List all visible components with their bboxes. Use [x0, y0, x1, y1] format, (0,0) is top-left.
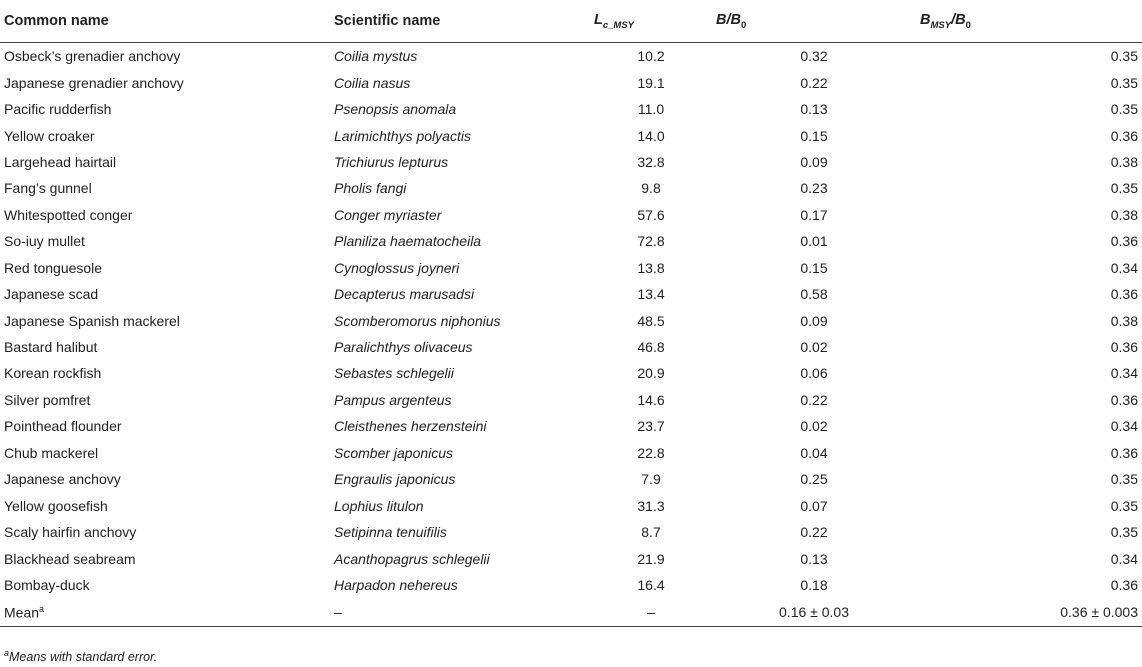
- table-row: [0, 466, 1142, 492]
- common-name-cell: Bastard halibut: [4, 339, 98, 356]
- mean-b-over-b0-cell: 0.16 ± 0.03: [712, 598, 916, 627]
- lc-msy-cell: 19.1: [637, 74, 665, 91]
- scientific-name-cell: Decapterus marusadsi: [334, 286, 475, 303]
- b-over-b0-cell: 0.58: [800, 286, 828, 303]
- table-row: [0, 413, 1142, 439]
- table-row: [0, 255, 1142, 281]
- table-row: [0, 69, 1142, 95]
- bmsy-over-b0-cell: 0.34: [1110, 418, 1138, 435]
- header-scientific-name: Scientific name: [330, 0, 590, 43]
- b-over-b0-cell: 0.06: [800, 365, 828, 382]
- bmsy-over-b0-cell: 0.36: [1110, 444, 1138, 461]
- table-row: [0, 202, 1142, 228]
- scientific-name-cell: Coilia mystus: [334, 48, 418, 65]
- lc-msy-cell: 13.8: [637, 259, 665, 276]
- b-over-b0-cell: 0.02: [800, 418, 828, 435]
- table-row: [0, 387, 1142, 413]
- bmsy-over-b0-cell: 0.36: [1110, 127, 1138, 144]
- bmsy-over-b0-cell: 0.36: [1110, 339, 1138, 356]
- header-bmsy-sub2: 0: [965, 19, 971, 31]
- b-over-b0-cell: 0.22: [800, 391, 828, 408]
- b-over-b0-cell: 0.15: [800, 259, 828, 276]
- common-name-cell: Blackhead seabream: [4, 550, 136, 567]
- mean-label-cell: [0, 598, 330, 627]
- scientific-name-cell: Harpadon nehereus: [334, 576, 458, 593]
- b-over-b0-cell: 0.22: [800, 524, 828, 541]
- header-bb0-main: B/B: [716, 11, 741, 28]
- common-name-cell: Pacific rudderfish: [4, 101, 112, 118]
- b-over-b0-cell: 0.13: [800, 101, 828, 118]
- scientific-name-cell: Paralichthys olivaceus: [334, 339, 473, 356]
- lc-msy-cell: 31.3: [637, 497, 665, 514]
- lc-msy-cell: 20.9: [637, 365, 665, 382]
- scientific-name-cell: Scomber japonicus: [334, 444, 454, 461]
- scientific-name-cell: Planiliza haematocheila: [334, 233, 482, 250]
- lc-msy-cell: 72.8: [637, 233, 665, 250]
- common-name-cell: Largehead hairtail: [4, 153, 117, 170]
- lc-msy-cell: 46.8: [637, 339, 665, 356]
- lc-msy-cell: 23.7: [637, 418, 665, 435]
- table-row: [0, 307, 1142, 333]
- table-row: [0, 228, 1142, 254]
- lc-msy-cell: 16.4: [637, 576, 665, 593]
- mean-scientific-cell: –: [330, 598, 590, 627]
- scientific-name-cell: Setipinna tenuifilis: [334, 524, 447, 541]
- table-row: [0, 440, 1142, 466]
- header-lc-main: L: [594, 11, 603, 28]
- scientific-name-cell: Sebastes schlegelii: [334, 365, 454, 382]
- bmsy-over-b0-cell: 0.38: [1110, 206, 1138, 223]
- scientific-name-cell: Lophius litulon: [334, 497, 424, 514]
- common-name-cell: Silver pomfret: [4, 391, 91, 408]
- bmsy-over-b0-cell: 0.35: [1110, 48, 1138, 65]
- bmsy-over-b0-cell: 0.34: [1110, 259, 1138, 276]
- scientific-name-cell: Larimichthys polyactis: [334, 127, 471, 144]
- b-over-b0-cell: 0.04: [800, 444, 828, 461]
- common-name-cell: Japanese grenadier anchovy: [4, 74, 184, 91]
- common-name-cell: Bombay-duck: [4, 576, 90, 593]
- lc-msy-cell: 21.9: [637, 550, 665, 567]
- footnote-text: Means with standard error.: [9, 650, 158, 665]
- scientific-name-cell: Trichiurus lepturus: [334, 153, 449, 170]
- common-name-cell: Yellow goosefish: [4, 497, 108, 514]
- common-name-cell: Chub mackerel: [4, 444, 99, 461]
- common-name-cell: Yellow croaker: [4, 127, 95, 144]
- header-common-name: Common name: [0, 0, 330, 43]
- footnote-marker: a: [4, 648, 10, 658]
- header-bmsy-main: B: [920, 11, 931, 28]
- common-name-cell: Japanese scad: [4, 286, 99, 303]
- table-header-row: [0, 0, 1142, 43]
- lc-msy-cell: 8.7: [641, 524, 661, 541]
- lc-msy-cell: 11.0: [637, 101, 665, 118]
- header-bmsy-sub: MSY: [930, 19, 952, 31]
- bmsy-over-b0-cell: 0.35: [1110, 471, 1138, 488]
- bmsy-over-b0-cell: 0.34: [1110, 550, 1138, 567]
- table-row: [0, 43, 1142, 70]
- bmsy-over-b0-cell: 0.34: [1110, 365, 1138, 382]
- bmsy-over-b0-cell: 0.36: [1110, 233, 1138, 250]
- b-over-b0-cell: 0.25: [800, 471, 828, 488]
- b-over-b0-cell: 0.15: [800, 127, 828, 144]
- mean-label: Mean: [4, 604, 40, 621]
- bmsy-over-b0-cell: 0.35: [1110, 74, 1138, 91]
- b-over-b0-cell: 0.18: [800, 576, 828, 593]
- header-lc-sub: c_MSY: [602, 19, 635, 31]
- b-over-b0-cell: 0.09: [800, 312, 828, 329]
- table-row: [0, 492, 1142, 518]
- lc-msy-cell: 48.5: [637, 312, 665, 329]
- common-name-cell: Japanese Spanish mackerel: [4, 312, 180, 329]
- b-over-b0-cell: 0.22: [800, 74, 828, 91]
- b-over-b0-cell: 0.09: [800, 153, 828, 170]
- table-row: [0, 175, 1142, 201]
- table-row: [0, 281, 1142, 307]
- mean-lc-cell: –: [590, 598, 712, 627]
- bmsy-over-b0-cell: 0.36: [1110, 286, 1138, 303]
- lc-msy-cell: 57.6: [637, 206, 665, 223]
- bmsy-over-b0-cell: 0.38: [1110, 312, 1138, 329]
- common-name-cell: Whitespotted conger: [4, 206, 133, 223]
- scientific-name-cell: Cynoglossus joyneri: [334, 259, 460, 276]
- bmsy-over-b0-cell: 0.38: [1110, 153, 1138, 170]
- bmsy-over-b0-cell: 0.35: [1110, 497, 1138, 514]
- b-over-b0-cell: 0.07: [800, 497, 828, 514]
- common-name-cell: Red tonguesole: [4, 259, 103, 276]
- common-name-cell: Fang’s gunnel: [4, 180, 92, 197]
- b-over-b0-cell: 0.01: [800, 233, 828, 250]
- lc-msy-cell: 9.8: [641, 180, 661, 197]
- scientific-name-cell: Acanthopagrus schlegelii: [334, 550, 490, 567]
- table-row: [0, 149, 1142, 175]
- header-bb0-sub: 0: [740, 19, 747, 31]
- common-name-cell: So-iuy mullet: [4, 233, 85, 250]
- lc-msy-cell: 14.6: [637, 391, 665, 408]
- bmsy-over-b0-cell: 0.36: [1110, 576, 1138, 593]
- table-row: [0, 122, 1142, 148]
- scientific-name-cell: Pholis fangi: [334, 180, 407, 197]
- b-over-b0-cell: 0.23: [800, 180, 828, 197]
- header-lc-msy: [590, 0, 712, 43]
- bmsy-over-b0-cell: 0.35: [1110, 180, 1138, 197]
- header-bmsy-mid: /B: [951, 11, 966, 28]
- common-name-cell: Scaly hairfin anchovy: [4, 524, 137, 541]
- scientific-name-cell: Conger myriaster: [334, 206, 442, 223]
- scientific-name-cell: Engraulis japonicus: [334, 471, 456, 488]
- lc-msy-cell: 14.0: [637, 127, 665, 144]
- header-b-over-b0: [712, 0, 916, 43]
- table-row: [0, 360, 1142, 386]
- lc-msy-cell: 32.8: [637, 153, 665, 170]
- table-row: [0, 519, 1142, 545]
- table-row: [0, 545, 1142, 571]
- mean-footnote-marker: a: [39, 603, 45, 614]
- common-name-cell: Osbeck’s grenadier anchovy: [4, 48, 181, 65]
- lc-msy-cell: 10.2: [637, 48, 665, 65]
- lc-msy-cell: 22.8: [637, 444, 665, 461]
- mean-row: [0, 598, 1142, 627]
- scientific-name-cell: Psenopsis anomala: [334, 101, 457, 118]
- mean-bmsy-over-b0-cell: 0.36 ± 0.003: [916, 598, 1142, 627]
- table-footnote: [4, 648, 157, 664]
- b-over-b0-cell: 0.17: [800, 206, 828, 223]
- table-body: [0, 43, 1142, 627]
- bmsy-over-b0-cell: 0.35: [1110, 524, 1138, 541]
- table-row: [0, 334, 1142, 360]
- scientific-name-cell: Cleisthenes herzensteini: [334, 418, 487, 435]
- table-row: [0, 96, 1142, 122]
- b-over-b0-cell: 0.13: [800, 550, 828, 567]
- bmsy-over-b0-cell: 0.36: [1110, 391, 1138, 408]
- scientific-name-cell: Scomberomorus niphonius: [334, 312, 501, 329]
- bmsy-over-b0-cell: 0.35: [1110, 101, 1138, 118]
- common-name-cell: Korean rockfish: [4, 365, 102, 382]
- lc-msy-cell: 7.9: [641, 471, 661, 488]
- common-name-cell: Pointhead flounder: [4, 418, 122, 435]
- scientific-name-cell: Pampus argenteus: [334, 391, 452, 408]
- header-bmsy-over-b0: [916, 0, 1142, 43]
- common-name-cell: Japanese anchovy: [4, 471, 121, 488]
- scientific-name-cell: Coilia nasus: [334, 74, 411, 91]
- lc-msy-cell: 13.4: [637, 286, 665, 303]
- table-row: [0, 572, 1142, 598]
- b-over-b0-cell: 0.32: [800, 48, 828, 65]
- b-over-b0-cell: 0.02: [800, 339, 828, 356]
